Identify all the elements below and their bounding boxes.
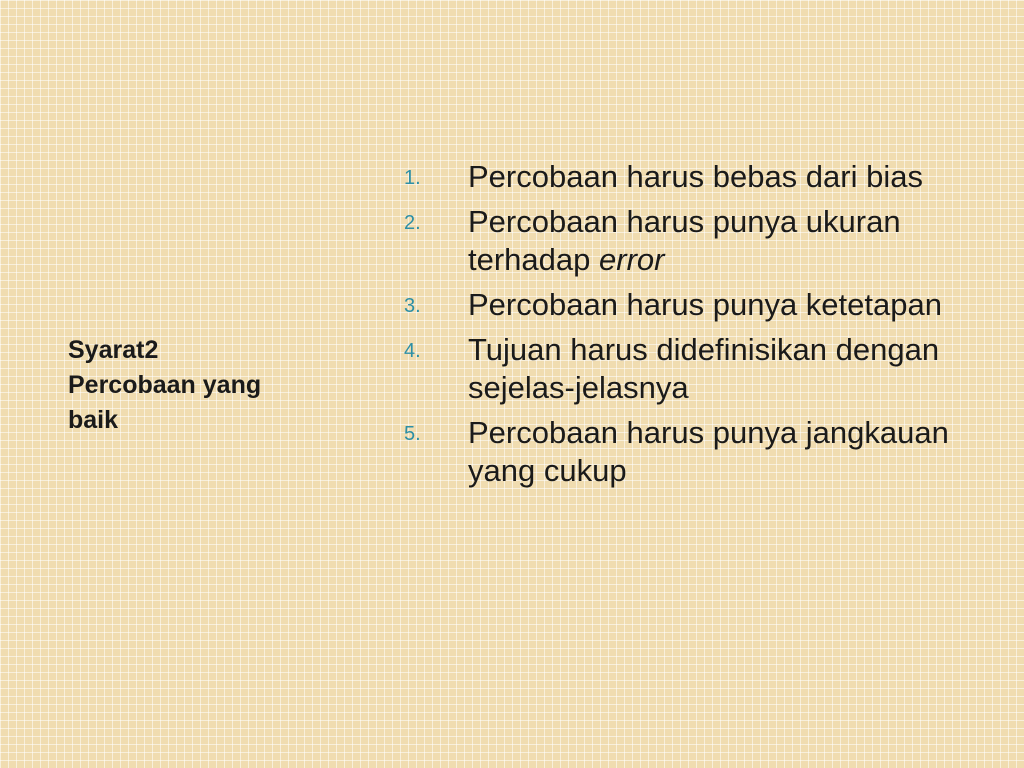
list-item-text-main: Percobaan harus punya ketetapan <box>468 287 942 322</box>
slide-title <box>68 333 338 438</box>
slide-title-line-3: baik <box>68 406 119 434</box>
list-item-number: 1. <box>404 167 421 189</box>
list-item-text-main: Percobaan harus punya jangkauan yang cukup <box>468 415 949 488</box>
list-item <box>404 286 994 324</box>
list-item-number: 2. <box>404 212 421 234</box>
list-item-text <box>468 203 994 279</box>
slide-title-line-2: Percobaan yang <box>68 371 262 399</box>
list-item-text <box>468 286 994 324</box>
list-item-number: 3. <box>404 295 421 317</box>
list-item <box>404 158 994 196</box>
list-item-text <box>468 158 994 196</box>
slide-title-line-1: Syarat2 <box>68 336 159 364</box>
list-item-text <box>468 414 994 490</box>
list-item <box>404 331 994 407</box>
list-item-text-main: Percobaan harus punya ukuran terhadap <box>468 204 901 277</box>
list-item <box>404 414 994 490</box>
list-item-emphasis: error <box>599 242 665 277</box>
numbered-list <box>404 158 994 497</box>
list-item-number: 5. <box>404 423 421 445</box>
list-item <box>404 203 994 279</box>
list-item-number: 4. <box>404 340 421 362</box>
list-item-text <box>468 331 994 407</box>
list-item-text-main: Tujuan harus didefinisikan dengan sejelas-jelasnya <box>468 332 940 405</box>
list-item-text-main: Percobaan harus bebas dari bias <box>468 159 923 194</box>
